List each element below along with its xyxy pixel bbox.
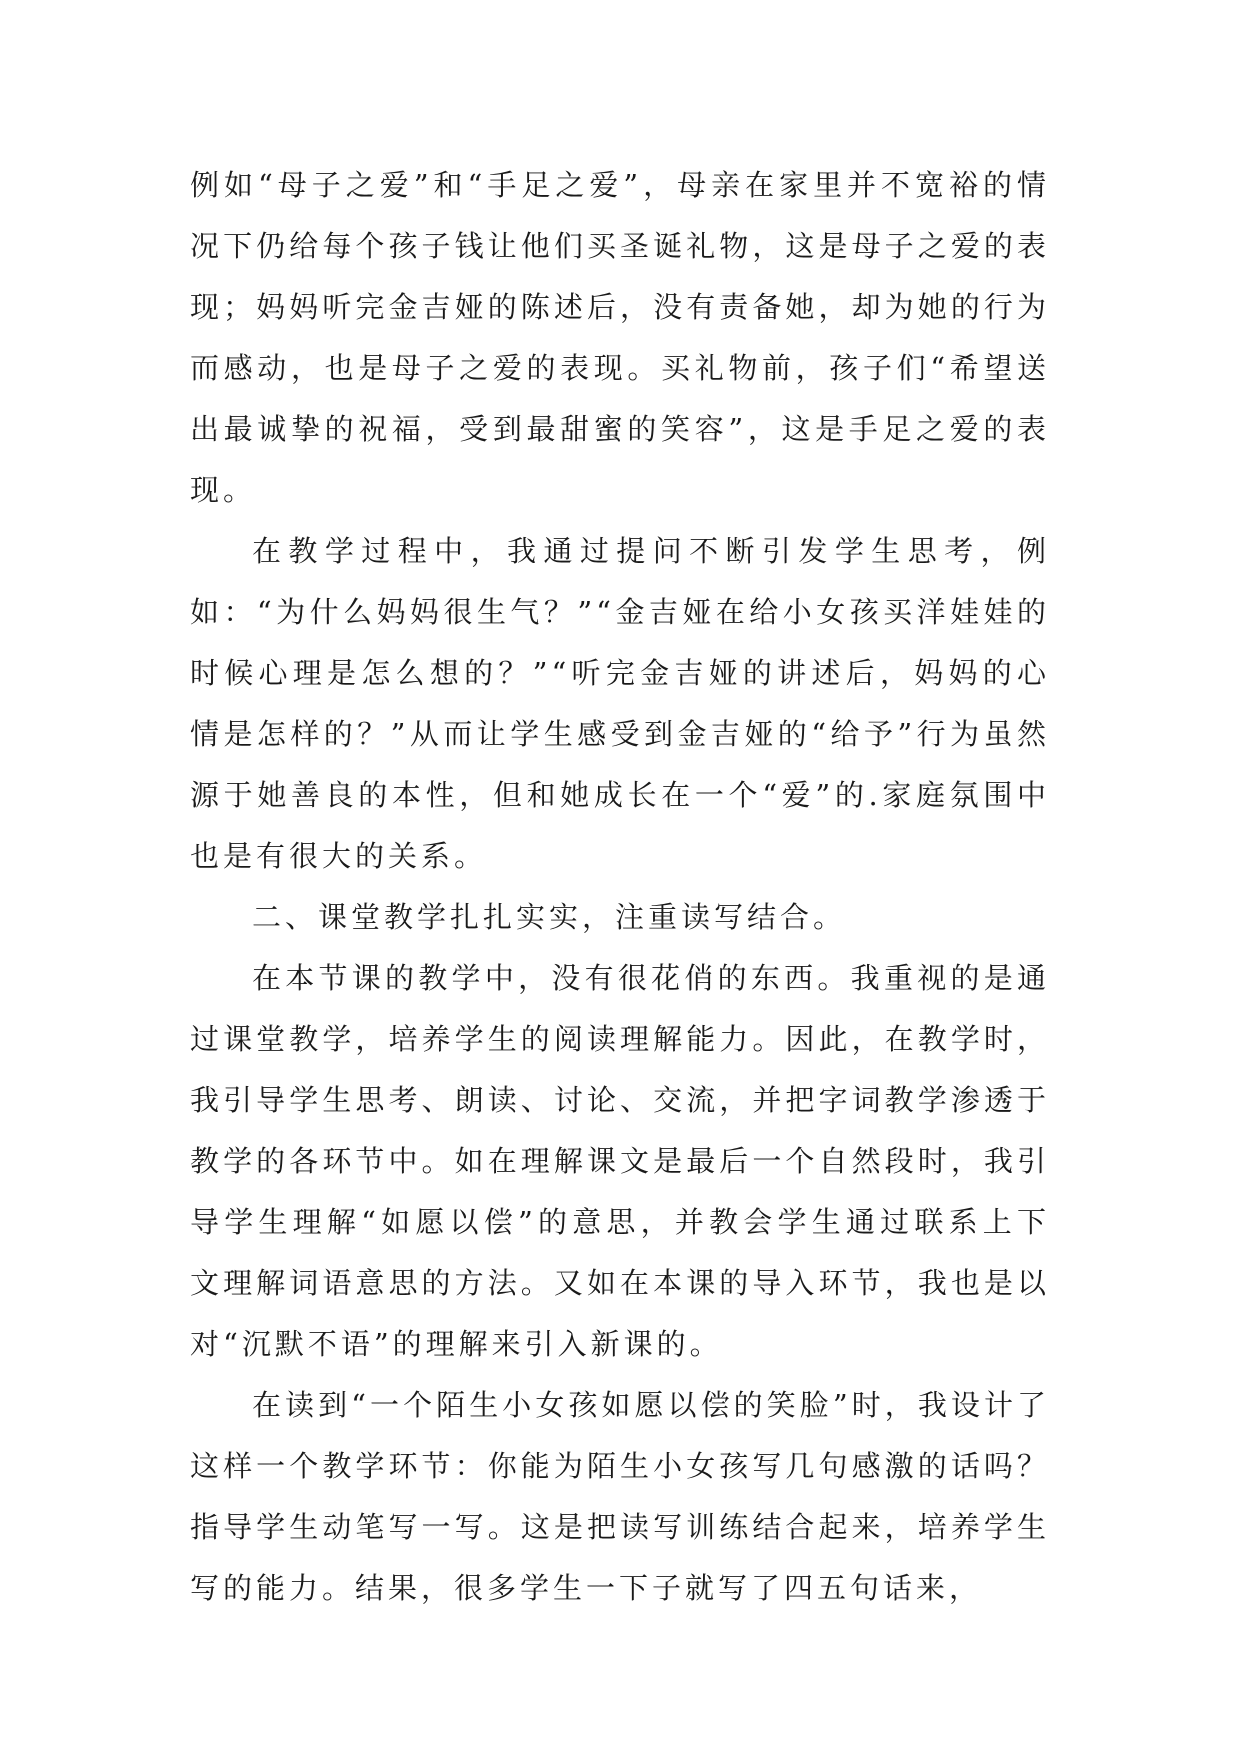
paragraph-writing-exercise: 在读到“一个陌生小女孩如愿以偿的笑脸”时，我设计了这样一个教学环节：你能为陌生小女孩写几句感激的话吗？指导学生动笔写一写。这是把读写训练结合起来，培养学生写的能力。结果，很多学生一下子就写了四五句话来， — [190, 1388, 1050, 1605]
section-heading-reading-writing: 二、课堂教学扎扎实实，注重读写结合。 — [252, 900, 847, 934]
paragraph-reading-comprehension: 在本节课的教学中，没有很花俏的东西。我重视的是通过课堂教学，培养学生的阅读理解能力。因此，在教学时，我引导学生思考、朗读、讨论、交流，并把字词教学渗透于教学的各环节中。如在理解课文是最后一个自然段时，我引导学生理解“如愿以偿”的意思，并教会学生通过联系上下文理解词语意思的方法。又如在本课的导入环节，我也是以对“沉默不语”的理解来引入新课的。 — [190, 961, 1050, 1361]
document-body — [190, 155, 1050, 1619]
paragraph-questioning: 在教学过程中，我通过提问不断引发学生思考，例如：“为什么妈妈很生气？”“金吉娅在给小女孩买洋娃娃的时候心理是怎么想的？”“听完金吉娅的讲述后，妈妈的心情是怎样的？”从而让学生感受到金吉娅的“给予”行为虽然源于她善良的本性，但和她成长在一个“爱”的.家庭氛围中也是有很大的关系。 — [190, 534, 1050, 873]
paragraph-mother-sibling-love: 例如“母子之爱”和“手足之爱”，母亲在家里并不宽裕的情况下仍给每个孩子钱让他们买圣诞礼物，这是母子之爱的表现；妈妈听完金吉娅的陈述后，没有责备她，却为她的行为而感动，也是母子之爱的表现。买礼物前，孩子们“希望送出最诚挚的祝福，受到最甜蜜的笑容”，这是手足之爱的表现。 — [190, 168, 1050, 507]
